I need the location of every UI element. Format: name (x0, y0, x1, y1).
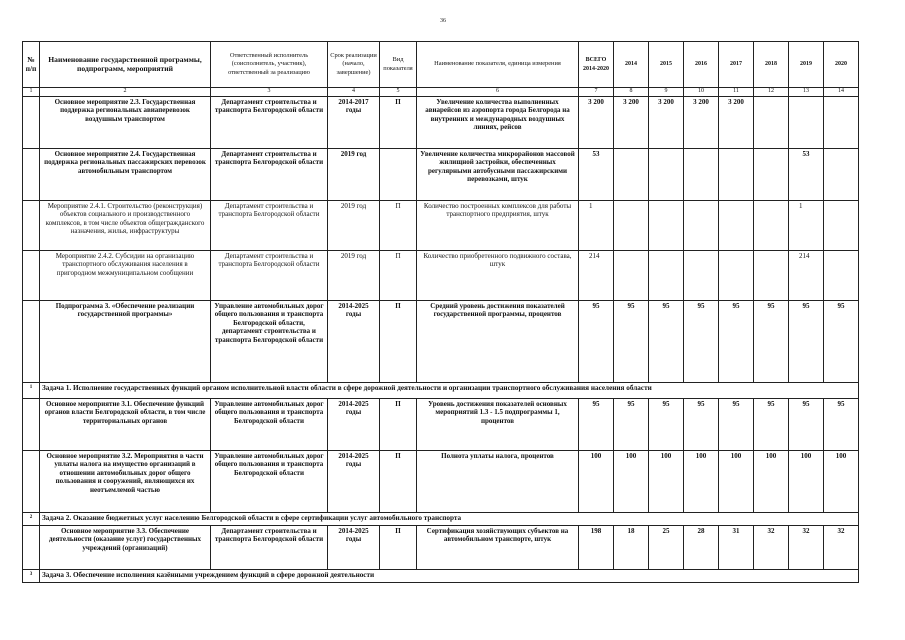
row-value (649, 251, 684, 301)
row-term: 2014-2025 годы (328, 301, 380, 383)
header-year: 2015 (649, 42, 684, 88)
row-executor: Департамент строительства и транспорта Белгородской области (211, 251, 328, 301)
column-number: 6 (417, 88, 579, 97)
row-value: 95 (789, 399, 824, 451)
task-number: 2 (23, 513, 40, 526)
row-value: 95 (754, 399, 789, 451)
column-number: 12 (754, 88, 789, 97)
header-year: 2019 (789, 42, 824, 88)
column-number: 11 (719, 88, 754, 97)
row-value (824, 251, 859, 301)
row-value: 1 (789, 201, 824, 251)
row-value: 100 (789, 451, 824, 513)
row-name: Основное мероприятие 3.2. Мероприятия в части уплаты налога на имущество организаций в отношении автомобильных дорог общего пользования и сооружений, являющихся их неотъемлемой частью (40, 451, 211, 513)
column-number: 14 (824, 88, 859, 97)
row-value: 3 200 (614, 97, 649, 149)
table-row (23, 301, 859, 383)
row-value: 31 (719, 526, 754, 570)
task-row (23, 513, 859, 526)
table-row (23, 526, 859, 570)
row-value: 100 (754, 451, 789, 513)
row-indicator: Полнота уплаты налога, процентов (417, 451, 579, 513)
header-year: 2014 (614, 42, 649, 88)
row-value (789, 97, 824, 149)
column-number: 2 (40, 88, 211, 97)
row-kind: П (380, 399, 417, 451)
row-value: 3 200 (579, 97, 614, 149)
row-value: 214 (789, 251, 824, 301)
table-row (23, 97, 859, 149)
table-row (23, 399, 859, 451)
row-name: Основное мероприятие 3.3. Обеспечение деятельности (оказание услуг) государственных учреждений (организаций) (40, 526, 211, 570)
row-value: 95 (614, 399, 649, 451)
row-name: Основное мероприятие 3.1. Обеспечение функций органов власти Белгородской области, в том числе территориальных органов (40, 399, 211, 451)
row-value: 3 200 (719, 97, 754, 149)
row-value: 95 (684, 301, 719, 383)
row-value: 32 (824, 526, 859, 570)
column-number: 10 (684, 88, 719, 97)
header-executor: Ответственный исполнитель (соисполнитель, участник), ответственный за реализацию (211, 42, 328, 88)
row-executor: Управление автомобильных дорог общего пользования и транспорта Белгородской области (211, 399, 328, 451)
row-value (719, 201, 754, 251)
row-number (23, 149, 40, 201)
row-value: 32 (754, 526, 789, 570)
row-kind: П (380, 97, 417, 149)
program-table (22, 41, 859, 583)
row-value: 100 (684, 451, 719, 513)
row-name: Подпрограмма 3. «Обеспечение реализации государственной программы» (40, 301, 211, 383)
row-number (23, 526, 40, 570)
row-value: 53 (579, 149, 614, 201)
header-year: 2020 (824, 42, 859, 88)
row-term: 2014-2025 годы (328, 526, 380, 570)
table-body (23, 97, 859, 583)
row-value (684, 251, 719, 301)
header-year: ВСЕГО 2014-2020 (579, 42, 614, 88)
header-year: 2016 (684, 42, 719, 88)
row-value (754, 251, 789, 301)
row-value (824, 97, 859, 149)
row-number (23, 399, 40, 451)
row-value (684, 149, 719, 201)
row-value: 95 (719, 399, 754, 451)
row-value (614, 251, 649, 301)
row-kind (380, 149, 417, 201)
row-value (614, 201, 649, 251)
row-number (23, 251, 40, 301)
row-value (649, 201, 684, 251)
row-value: 95 (824, 301, 859, 383)
row-value: 95 (579, 301, 614, 383)
row-value: 3 200 (684, 97, 719, 149)
row-value (754, 97, 789, 149)
row-value: 3 200 (649, 97, 684, 149)
row-value: 214 (579, 251, 614, 301)
row-kind: П (380, 251, 417, 301)
row-value (824, 149, 859, 201)
row-term: 2019 год (328, 251, 380, 301)
task-row (23, 383, 859, 399)
row-number (23, 451, 40, 513)
row-name: Мероприятие 2.4.1. Строительство (реконструкция) объектов социального и производственного комплексов, в том числе объектов общегражданского назначения, жилья, инфраструктуры (40, 201, 211, 251)
column-number: 1 (23, 88, 40, 97)
row-value: 95 (684, 399, 719, 451)
row-value: 32 (789, 526, 824, 570)
row-executor: Управление автомобильных дорог общего пользования и транспорта Белгородской области (211, 451, 328, 513)
header-year: 2017 (719, 42, 754, 88)
row-value (719, 251, 754, 301)
row-term: 2014-2025 годы (328, 399, 380, 451)
header-indicator: Наименование показателя, единица измерения (417, 42, 579, 88)
table-row (23, 201, 859, 251)
row-value (754, 201, 789, 251)
row-value: 53 (789, 149, 824, 201)
row-value: 95 (579, 399, 614, 451)
row-value (614, 149, 649, 201)
row-value: 95 (754, 301, 789, 383)
row-kind: П (380, 451, 417, 513)
row-value: 25 (649, 526, 684, 570)
row-value: 100 (614, 451, 649, 513)
row-value: 198 (579, 526, 614, 570)
page-number: 36 (440, 18, 446, 24)
row-indicator: Увеличение количества выполненных авиарейсов из аэропорта города Белгорода на внутренних и международных воздушных линиях, рейсов (417, 97, 579, 149)
row-value: 100 (824, 451, 859, 513)
row-value (649, 149, 684, 201)
row-indicator: Увеличение количества микрорайонов массовой жилищной застройки, обеспеченных регулярными автобусными пассажирскими перевозками, штук (417, 149, 579, 201)
row-number (23, 301, 40, 383)
header-term: Срок реализации (начало, завершение) (328, 42, 380, 88)
row-value: 95 (614, 301, 649, 383)
row-value: 95 (789, 301, 824, 383)
row-indicator: Средний уровень достижения показателей государственной программы, процентов (417, 301, 579, 383)
row-indicator: Количество построенных комплексов для работы транспортного предприятия, штук (417, 201, 579, 251)
row-name: Основное мероприятие 2.3. Государственная поддержка региональных авиаперевозок воздушным транспортом (40, 97, 211, 149)
column-number: 4 (328, 88, 380, 97)
row-value (684, 201, 719, 251)
header-kind: Вид показателя (380, 42, 417, 88)
row-kind: П (380, 526, 417, 570)
row-indicator: Количество приобретенного подвижного состава, штук (417, 251, 579, 301)
row-number (23, 201, 40, 251)
row-value: 100 (579, 451, 614, 513)
row-value: 28 (684, 526, 719, 570)
task-title: Задача 3. Обеспечение исполнения казёнными учреждением функций в сфере дорожной деятельности (40, 570, 859, 583)
row-executor: Департамент строительства и транспорта Белгородской области (211, 526, 328, 570)
header-num: № п/п (23, 42, 40, 88)
column-number: 5 (380, 88, 417, 97)
row-value: 95 (649, 301, 684, 383)
column-number: 13 (789, 88, 824, 97)
column-number-row (23, 88, 859, 97)
row-indicator: Уровень достижения показателей основных мероприятий 1.3 - 1.5 подпрограммы 1, процентов (417, 399, 579, 451)
task-number: 3 (23, 570, 40, 583)
task-row (23, 570, 859, 583)
task-title: Задача 2. Оказание бюджетных услуг населению Белгородской области в сфере сертификации услуг автомобильного транспорта (40, 513, 859, 526)
row-value: 100 (719, 451, 754, 513)
table-row (23, 251, 859, 301)
column-number: 7 (579, 88, 614, 97)
row-name: Основное мероприятие 2.4. Государственная поддержка региональных пассажирских перевозок автомобильным транспортом (40, 149, 211, 201)
header-row (23, 42, 859, 88)
row-executor: Департамент строительства и транспорта Белгородской области (211, 97, 328, 149)
row-value (719, 149, 754, 201)
task-title: Задача 1. Исполнение государственных функций органом исполнительной власти области в сфере дорожной деятельности и организации транспортного обслуживания населения области (40, 383, 859, 399)
table-row (23, 149, 859, 201)
row-indicator: Сертификация хозяйствующих субъектов на автомобильном транспорте, штук (417, 526, 579, 570)
row-value: 100 (649, 451, 684, 513)
row-kind: П (380, 201, 417, 251)
column-number: 8 (614, 88, 649, 97)
row-value: 95 (649, 399, 684, 451)
row-value: 95 (719, 301, 754, 383)
column-number: 9 (649, 88, 684, 97)
header-year: 2018 (754, 42, 789, 88)
column-number: 3 (211, 88, 328, 97)
row-name: Мероприятие 2.4.2. Субсидии на организацию транспортного обслуживания населения в пригородном межмуниципальном сообщении (40, 251, 211, 301)
row-executor: Департамент строительства и транспорта Белгородской области (211, 201, 328, 251)
row-term: 2014-2025 годы (328, 451, 380, 513)
row-value (754, 149, 789, 201)
row-term: 2019 год (328, 149, 380, 201)
row-value: 1 (579, 201, 614, 251)
row-executor: Управление автомобильных дорог общего пользования и транспорта Белгородской области, департамент строительства и транспорта Белгородской области (211, 301, 328, 383)
table-row (23, 451, 859, 513)
row-term: 2019 год (328, 201, 380, 251)
row-value: 95 (824, 399, 859, 451)
row-number (23, 97, 40, 149)
row-term: 2014-2017 годы (328, 97, 380, 149)
header-name: Наименование государственной программы, подпрограмм, мероприятий (40, 42, 211, 88)
row-value (824, 201, 859, 251)
row-kind: П (380, 301, 417, 383)
task-number: 1 (23, 383, 40, 399)
row-executor: Департамент строительства и транспорта Белгородской области (211, 149, 328, 201)
row-value: 18 (614, 526, 649, 570)
